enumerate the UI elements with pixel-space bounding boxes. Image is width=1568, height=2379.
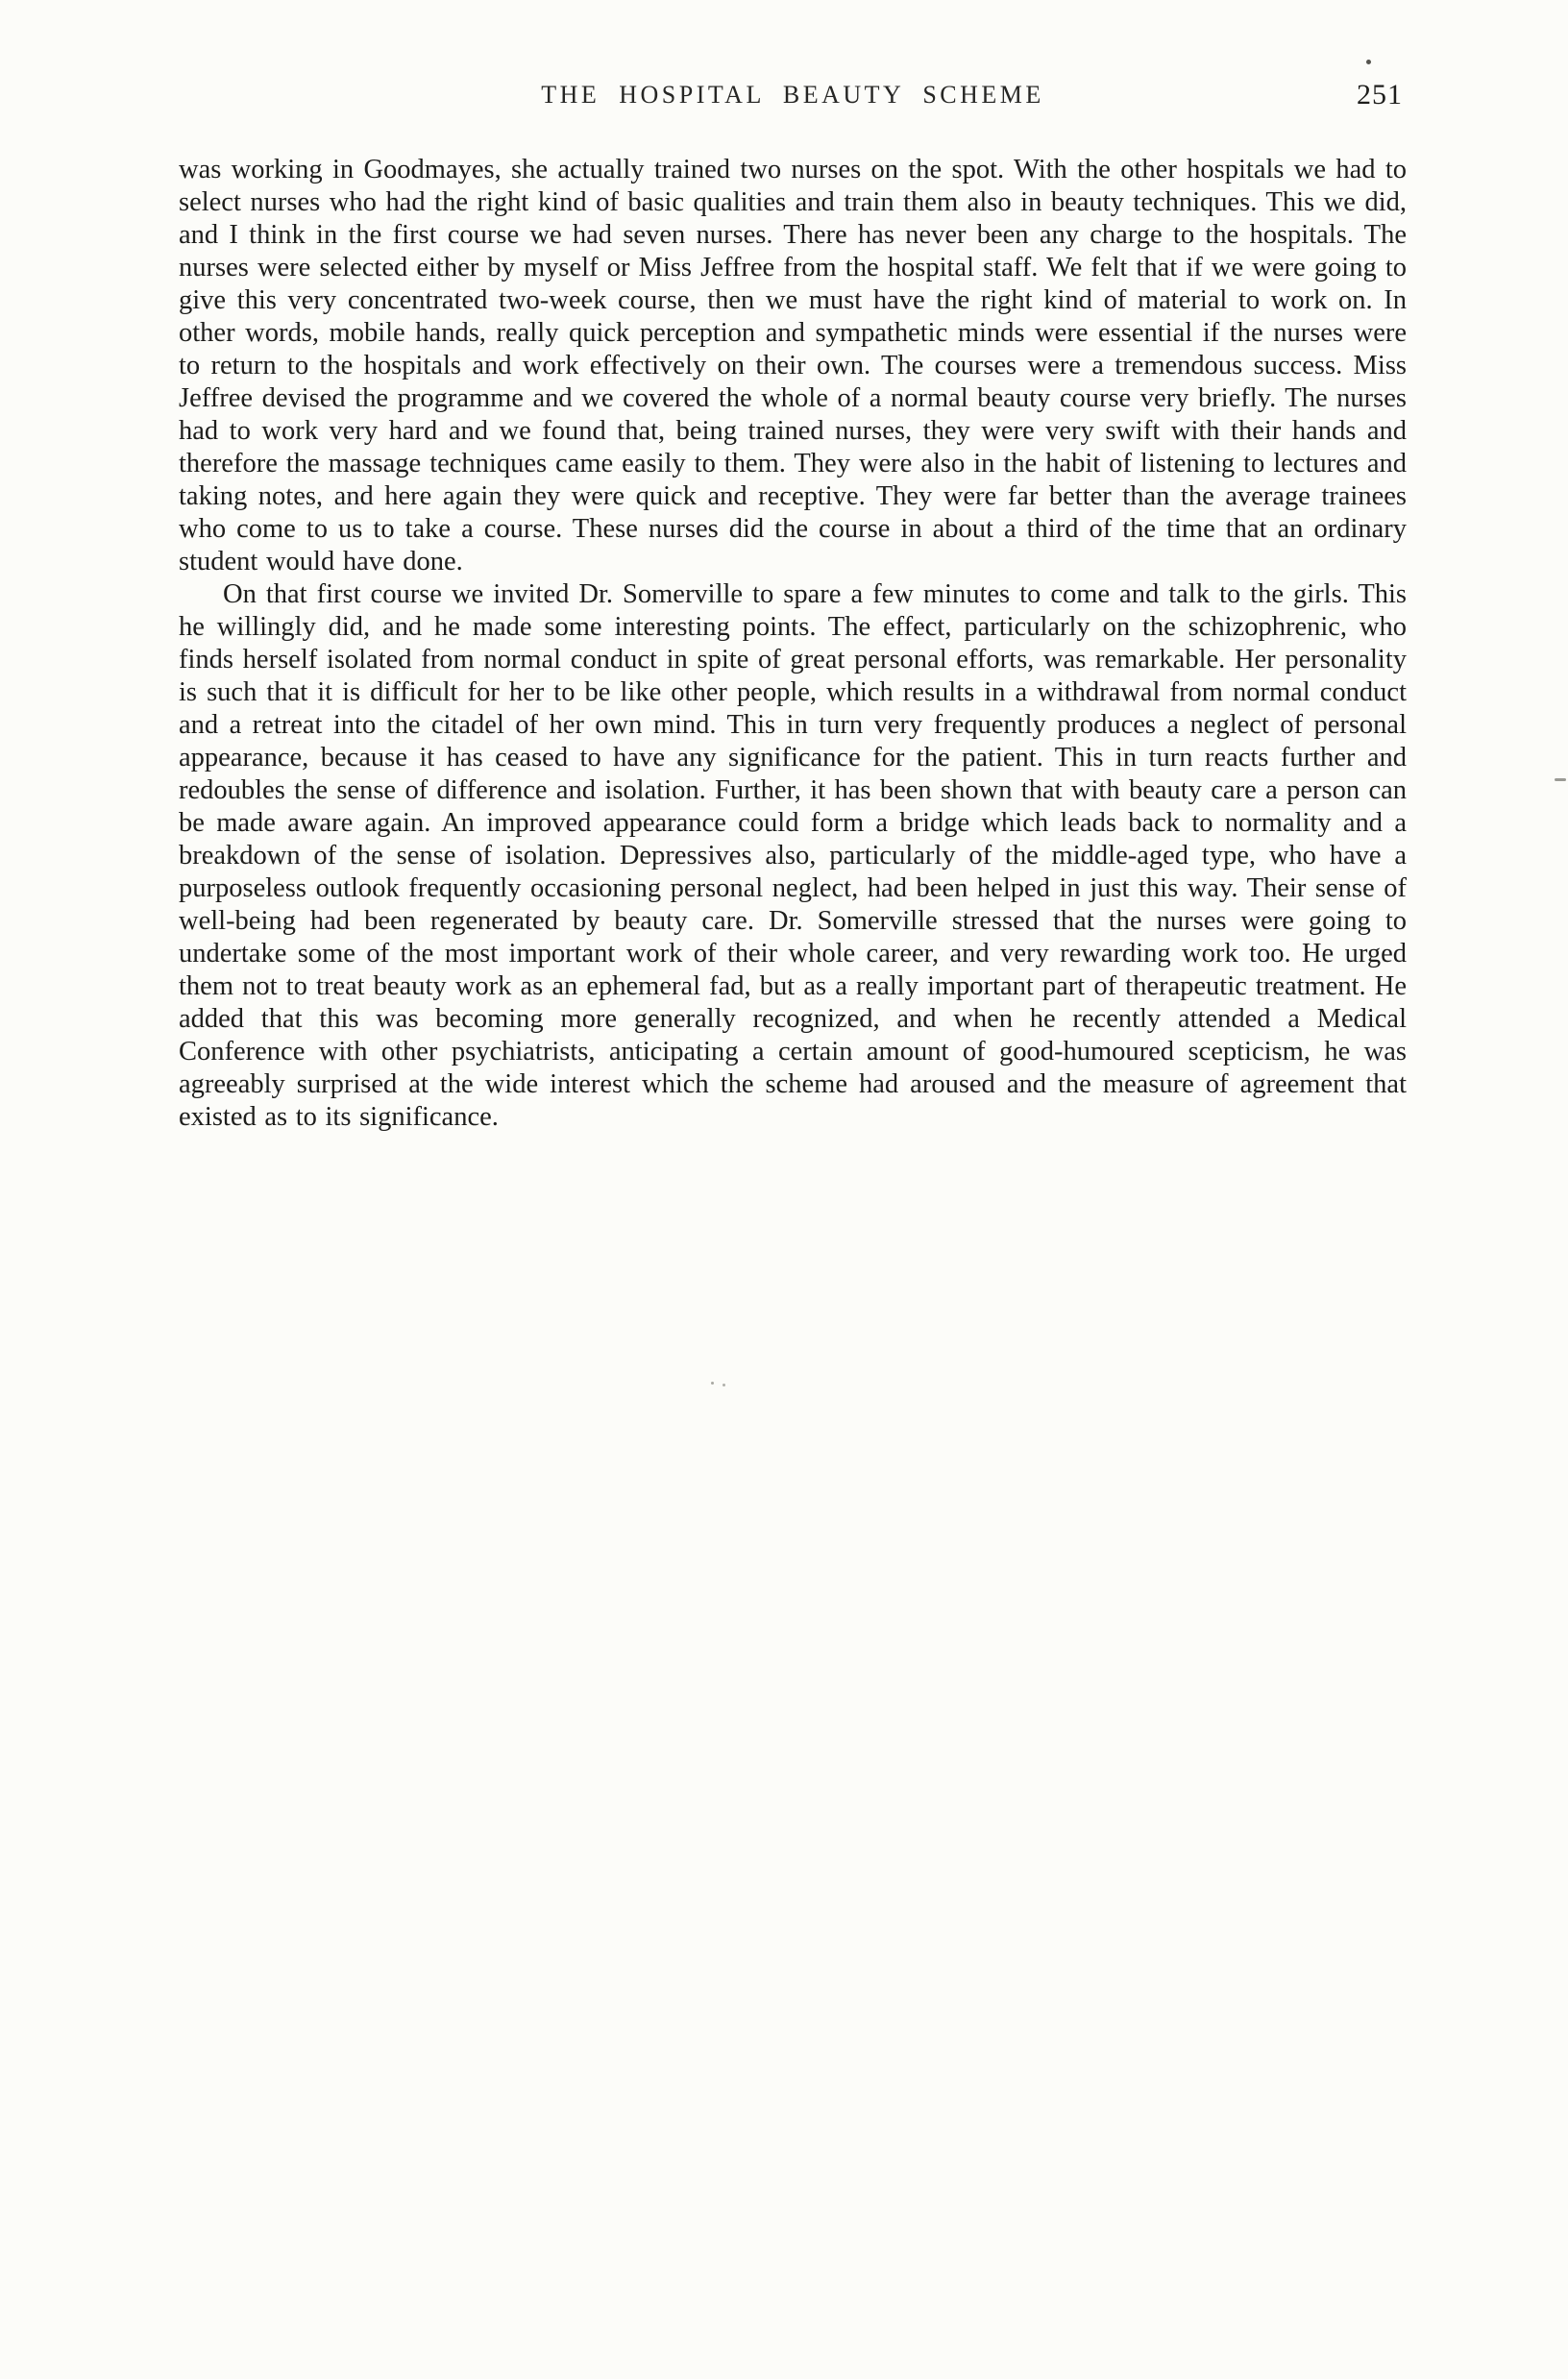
- scan-artifact: [711, 1382, 714, 1385]
- body-text: [179, 154, 1407, 1134]
- scan-artifact: [1555, 778, 1566, 781]
- paragraph: On that first course we invited Dr. Somerville to spare a few minutes to come and talk to the girls. This he willingly did, and he made some interesting points. The effect, particularly on the schizophrenic, who finds herself isolated from normal conduct in spite of great personal efforts, was remarkable. Her personality is such that it is difficult for her to be like other people, which results in a withdrawal from normal conduct and a retreat into the citadel of her own mind. This in turn very frequently produces a neglect of personal appearance, because it has ceased to have any significance for the patient. This in turn reacts further and redoubles the sense of difference and isolation. Further, it has been shown that with beauty care a person can be made aware again. An improved appearance could form a bridge which leads back to normality and a breakdown of the sense of isolation. Depressives also, particularly of the middle-aged type, who have a purposeless outlook frequently occasioning personal neglect, had been helped in just this way. Their sense of well-being had been regenerated by beauty care. Dr. Somerville stressed that the nurses were going to undertake some of the most important work of their whole career, and very rewarding work too. He urged them not to treat beauty work as an ephemeral fad, but as a really important part of therapeutic treatment. He added that this was becoming more generally recognized, and when he recently attended a Medical Conference with other psychiatrists, anticipating a certain amount of good-humoured scepticism, he was agreeably surprised at the wide interest which the scheme had aroused and the measure of agreement that existed as to its significance.: [179, 579, 1407, 1132]
- scan-artifact: [723, 1384, 725, 1386]
- running-title: THE HOSPITAL BEAUTY SCHEME: [541, 81, 1044, 109]
- scan-artifact: [1366, 60, 1371, 64]
- text-block: [179, 81, 1407, 1134]
- paragraph-continuation: was working in Goodmayes, she actually trained two nurses on the spot. With the other hospitals we had to select nurses who had the right kind of basic qualities and train them also in beauty techniques. This we did, and I think in the first course we had seven nurses. There has never been any charge to the hospitals. The nurses were selected either by myself or Miss Jeffree from the hospital staff. We felt that if we were going to give this very concentrated two-week course, then we must have the right kind of material to work on. In other words, mobile hands, really quick perception and sympathetic minds were essential if the nurses were to return to the hospitals and work effectively on their own. The courses were a tremendous success. Miss Jeffree devised the programme and we covered the whole of a normal beauty course very briefly. The nurses had to work very hard and we found that, being trained nurses, they were very swift with their hands and therefore the massage techniques came easily to them. They were also in the habit of listening to lectures and taking notes, and here again they were quick and receptive. They were far better than the average trainees who come to us to take a course. These nurses did the course in about a third of the time that an ordinary student would have done.: [179, 155, 1407, 576]
- page-number: 251: [1357, 79, 1403, 110]
- running-header: [179, 81, 1407, 123]
